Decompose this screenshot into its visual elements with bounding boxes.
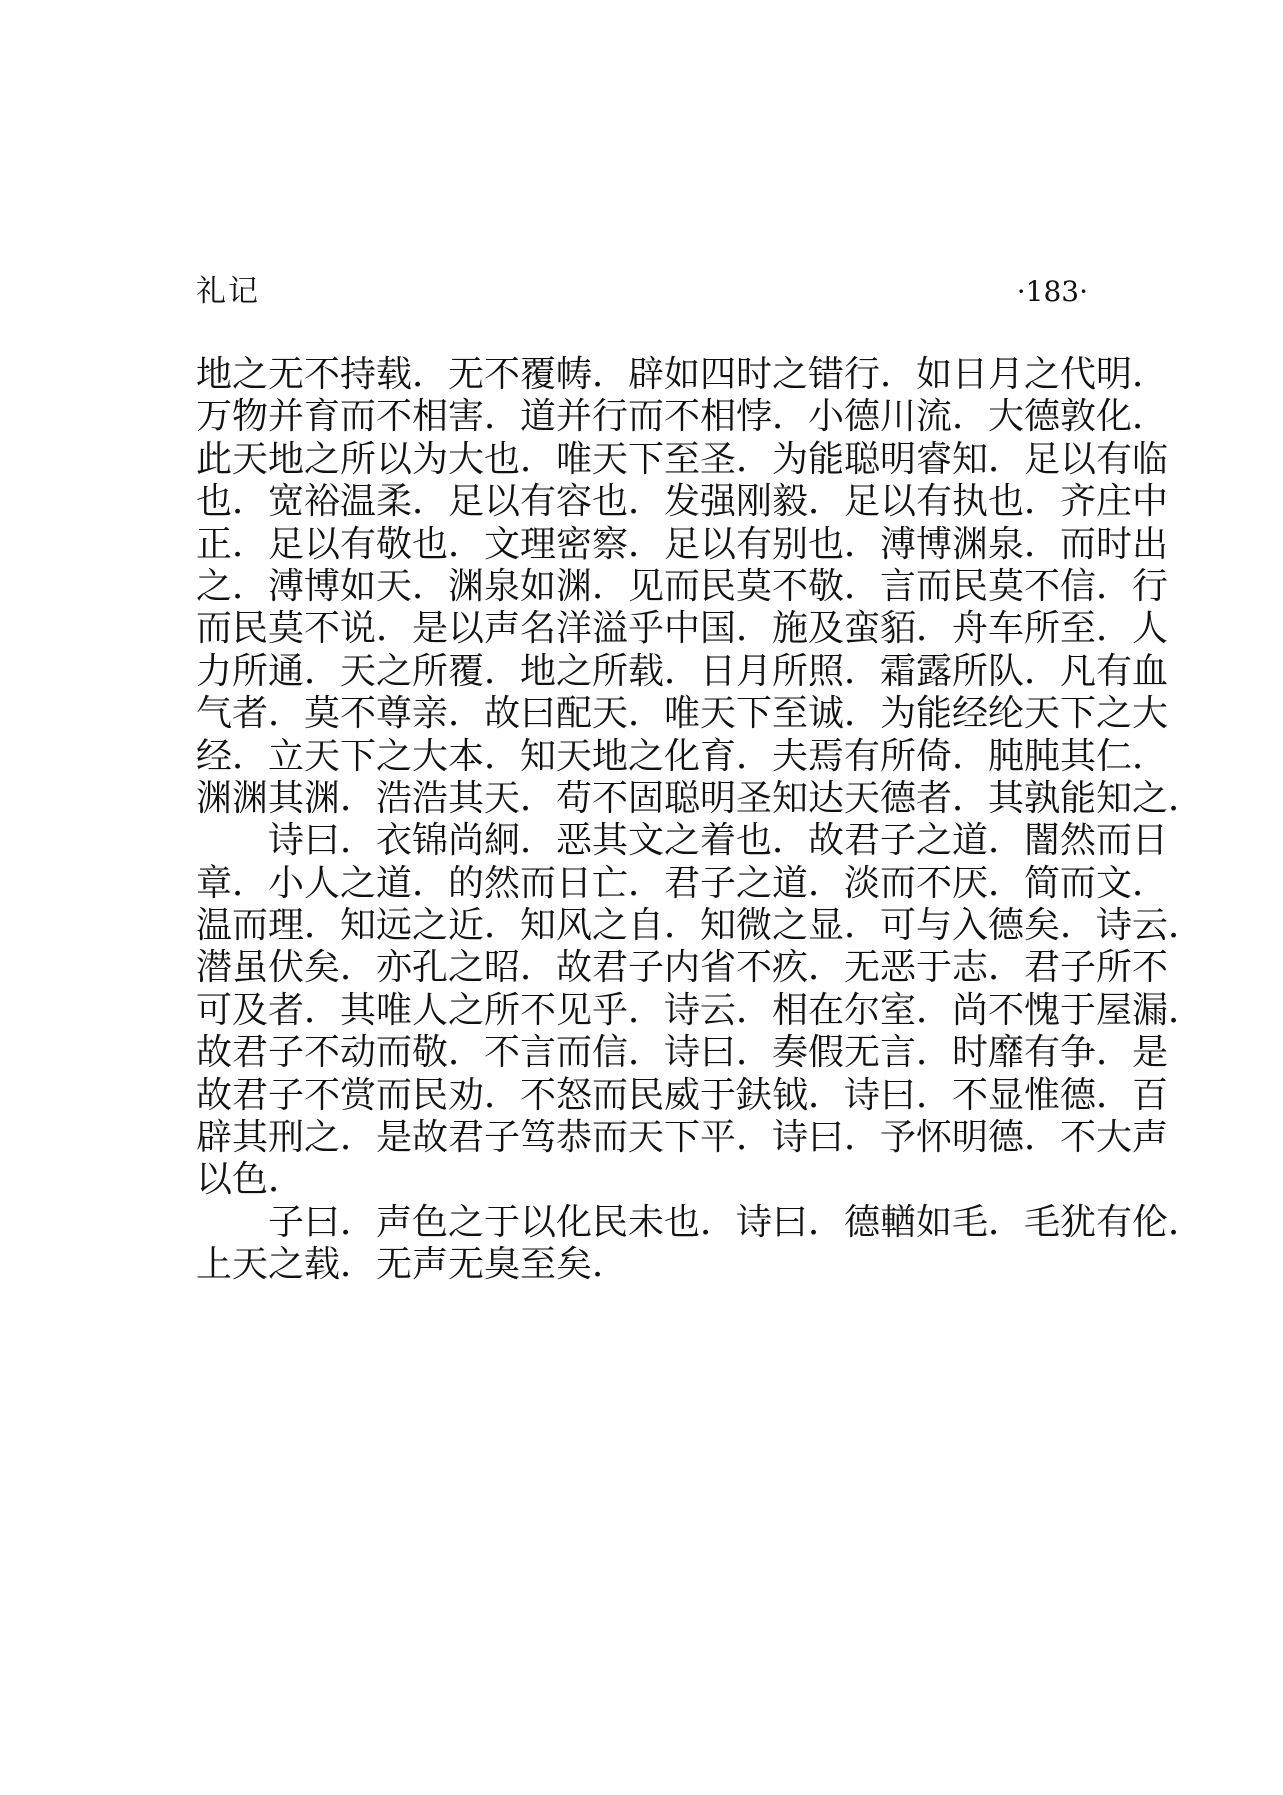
text-line: 辟其刑之．是故君子笃恭而天下平．诗曰．予怀明德．不大声: [196, 1117, 1169, 1159]
text-line: 万物并育而不相害．道并行而不相悖．小德川流．大德敦化．: [196, 396, 1169, 438]
text-line: 以色．: [196, 1159, 305, 1201]
text-line: 气者．莫不尊亲．故曰配天．唯天下至诚．为能经纶天下之大: [196, 693, 1169, 735]
text-line: 潜虽伏矣．亦孔之昭．故君子内省不疚．无恶于志．君子所不: [196, 947, 1169, 989]
text-line: 可及者．其唯人之所不见乎．诗云．相在尔室．尚不愧于屋漏．: [196, 989, 1205, 1031]
running-header: [196, 270, 1088, 314]
text-line: 之．溥博如天．渊泉如渊．见而民莫不敬．言而民莫不信．行: [196, 565, 1169, 607]
text-line: 也．宽裕温柔．足以有容也．发强刚毅．足以有执也．齐庄中: [196, 481, 1169, 523]
book-title: 礼记: [196, 274, 260, 309]
paragraph-start-line: 诗曰．衣锦尚絅．恶其文之着也．故君子之道．闇然而日: [268, 820, 1169, 862]
text-line: 温而理．知远之近．知风之自．知微之显．可与入德矣．诗云．: [196, 905, 1205, 947]
paragraph-start-line: 子曰．声色之于以化民未也．诗曰．德輶如毛．毛犹有伦．: [268, 1201, 1205, 1243]
text-line: 章．小人之道．的然而日亡．君子之道．淡而不厌．简而文．: [196, 862, 1169, 904]
text-line: 正．足以有敬也．文理密察．足以有别也．溥博渊泉．而时出: [196, 523, 1169, 565]
text-line: 故君子不动而敬．不言而信．诗曰．奏假无言．时靡有争．是: [196, 1032, 1169, 1074]
text-line: 力所通．天之所覆．地之所载．日月所照．霜露所队．凡有血: [196, 650, 1169, 692]
text-line: 而民莫不说．是以声名洋溢乎中国．施及蛮貊．舟车所至．人: [196, 608, 1169, 650]
text-line: 故君子不赏而民劝．不怒而民威于鈇钺．诗曰．不显惟德．百: [196, 1074, 1169, 1116]
text-line: 地之无不持载．无不覆帱．辟如四时之错行．如日月之代明．: [196, 354, 1169, 395]
text-line: 渊渊其渊．浩浩其天．苟不固聪明圣知达天德者．其孰能知之．: [196, 777, 1205, 819]
page-number: ·183·: [1016, 275, 1088, 308]
text-line: 此天地之所以为大也．唯天下至圣．为能聪明睿知．足以有临: [196, 438, 1169, 480]
text-line: 经．立天下之大本．知天地之化育．夫焉有所倚．肫肫其仁．: [196, 735, 1169, 777]
text-line: 上天之载．无声无臭至矣．: [196, 1244, 629, 1286]
text-body: [196, 354, 1205, 1287]
